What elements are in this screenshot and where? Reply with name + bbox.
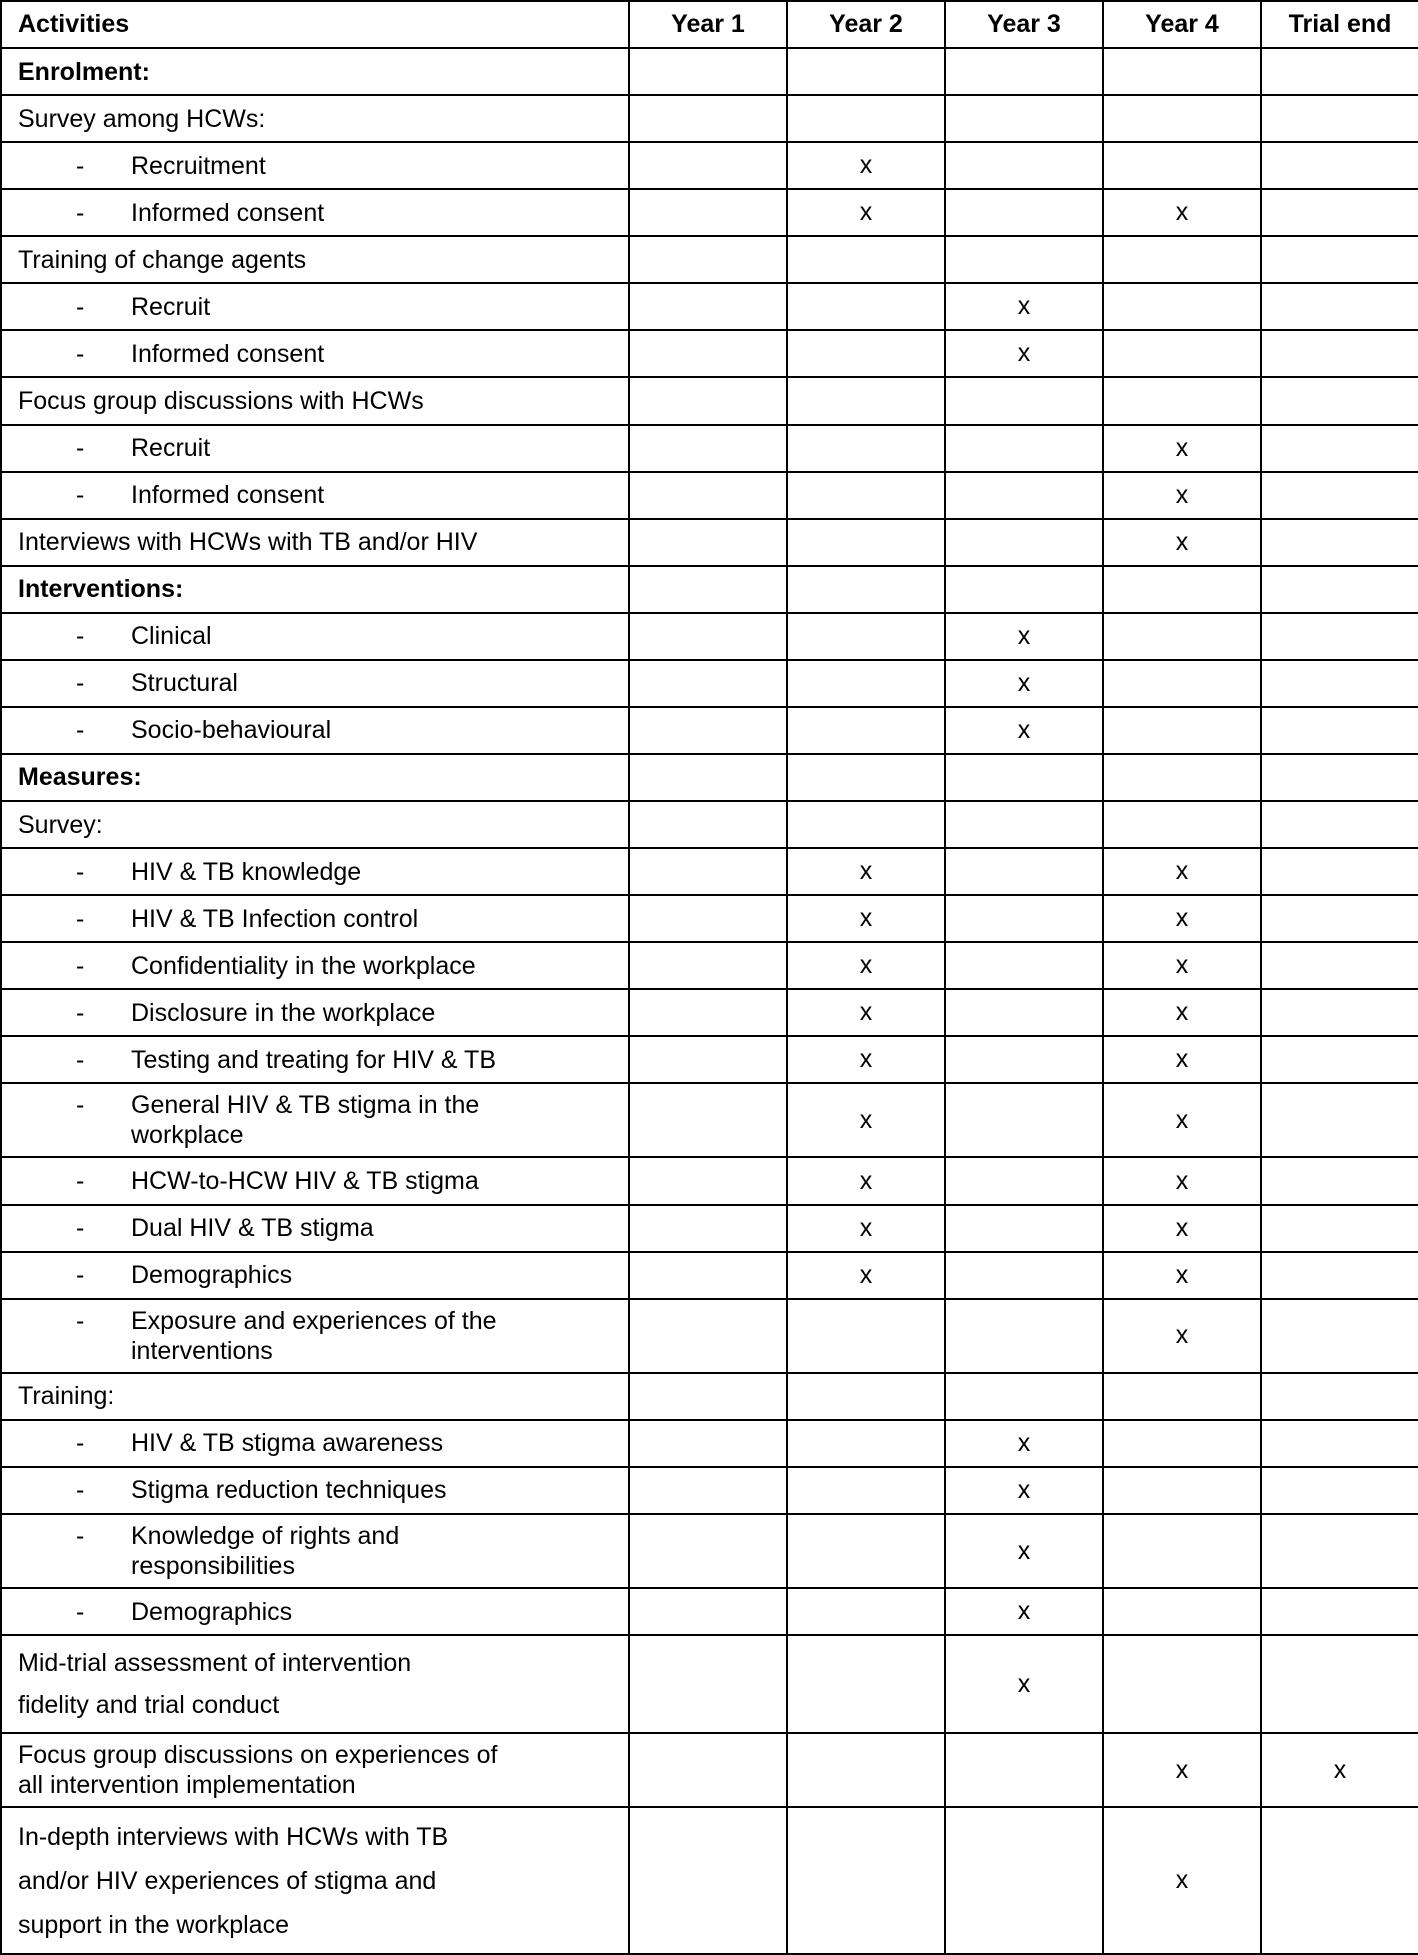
schedule-cell-year-4 xyxy=(1103,142,1261,189)
bullet-dash: - xyxy=(76,1429,85,1458)
schedule-cell-year-3 xyxy=(945,1299,1103,1373)
schedule-cell-year-1 xyxy=(629,1807,787,1954)
schedule-cell-year-2 xyxy=(787,330,945,377)
table-row xyxy=(1,1807,1418,1954)
schedule-cell-year-3: x xyxy=(945,613,1103,660)
activity-label: Recruit xyxy=(131,434,211,463)
schedule-cell-trial-end xyxy=(1261,1588,1418,1635)
bullet-dash: - xyxy=(76,1214,85,1243)
schedule-cell-year-1 xyxy=(629,1588,787,1635)
schedule-cell-trial-end xyxy=(1261,1635,1418,1733)
schedule-cell-trial-end xyxy=(1261,95,1418,142)
activity-cell xyxy=(1,707,629,754)
activity-cell xyxy=(1,895,629,942)
schedule-cell-trial-end xyxy=(1261,1373,1418,1420)
schedule-cell-year-4: x xyxy=(1103,425,1261,472)
schedule-cell-year-4 xyxy=(1103,566,1261,613)
activity-label: Knowledge of rights and responsibilities xyxy=(131,1522,400,1581)
bullet-dash: - xyxy=(76,198,85,227)
table-row xyxy=(1,48,1418,95)
activity-label: Recruitment xyxy=(131,151,266,180)
activity-label: Measures: xyxy=(1,754,629,801)
schedule-cell-trial-end xyxy=(1261,754,1418,801)
activity-label: HCW-to-HCW HIV & TB stigma xyxy=(131,1167,479,1196)
schedule-cell-year-4: x xyxy=(1103,989,1261,1036)
bullet-dash: - xyxy=(76,669,85,698)
schedule-cell-year-3: x xyxy=(945,1635,1103,1733)
schedule-cell-year-1 xyxy=(629,377,787,424)
bullet-dash: - xyxy=(76,622,85,651)
schedule-cell-trial-end xyxy=(1261,801,1418,848)
schedule-cell-year-2 xyxy=(787,425,945,472)
schedule-cell-year-3 xyxy=(945,1807,1103,1954)
activity-label: Confidentiality in the workplace xyxy=(131,951,476,980)
activity-cell xyxy=(1,660,629,707)
bullet-dash: - xyxy=(76,998,85,1027)
schedule-cell-year-2: x xyxy=(787,1157,945,1204)
schedule-cell-year-1 xyxy=(629,660,787,707)
activity-cell xyxy=(1,942,629,989)
activity-label: Enrolment: xyxy=(1,48,629,95)
table-row xyxy=(1,1514,1418,1588)
column-header-year-2: Year 2 xyxy=(787,1,945,48)
schedule-cell-year-3 xyxy=(945,989,1103,1036)
schedule-cell-year-1 xyxy=(629,189,787,236)
bullet-dash: - xyxy=(76,1306,85,1335)
schedule-cell-year-3 xyxy=(945,754,1103,801)
schedule-cell-trial-end xyxy=(1261,472,1418,519)
schedule-cell-year-1 xyxy=(629,801,787,848)
table-row xyxy=(1,95,1418,142)
bullet-dash: - xyxy=(76,1476,85,1505)
schedule-cell-year-1 xyxy=(629,283,787,330)
schedule-cell-year-3 xyxy=(945,48,1103,95)
schedule-cell-year-1 xyxy=(629,1299,787,1373)
schedule-cell-year-3 xyxy=(945,895,1103,942)
activity-cell xyxy=(1,1299,629,1373)
schedule-cell-year-4: x xyxy=(1103,895,1261,942)
activity-cell xyxy=(1,1083,629,1157)
schedule-cell-year-2 xyxy=(787,1420,945,1467)
schedule-cell-trial-end xyxy=(1261,989,1418,1036)
schedule-cell-trial-end xyxy=(1261,613,1418,660)
activity-cell xyxy=(1,1588,629,1635)
bullet-dash: - xyxy=(76,481,85,510)
bullet-dash: - xyxy=(76,716,85,745)
schedule-cell-trial-end xyxy=(1261,1205,1418,1252)
schedule-cell-year-1 xyxy=(629,142,787,189)
activity-cell xyxy=(1,1252,629,1299)
bullet-dash: - xyxy=(76,951,85,980)
schedule-cell-year-1 xyxy=(629,895,787,942)
schedule-cell-trial-end xyxy=(1261,377,1418,424)
schedule-cell-year-1 xyxy=(629,942,787,989)
schedule-cell-year-2: x xyxy=(787,189,945,236)
activity-label: Focus group discussions with HCWs xyxy=(1,377,629,424)
bullet-dash: - xyxy=(76,1261,85,1290)
schedule-cell-year-4 xyxy=(1103,95,1261,142)
schedule-cell-year-3 xyxy=(945,142,1103,189)
column-header-trial-end: Trial end xyxy=(1261,1,1418,48)
activity-label: Stigma reduction techniques xyxy=(131,1476,447,1505)
schedule-cell-year-3 xyxy=(945,1733,1103,1807)
activity-label: Training of change agents xyxy=(1,236,629,283)
activity-label: HIV & TB Infection control xyxy=(131,904,419,933)
schedule-cell-year-1 xyxy=(629,989,787,1036)
schedule-cell-year-3: x xyxy=(945,707,1103,754)
schedule-cell-year-1 xyxy=(629,472,787,519)
schedule-cell-trial-end xyxy=(1261,48,1418,95)
table-row xyxy=(1,1373,1418,1420)
schedule-cell-year-3 xyxy=(945,848,1103,895)
activity-label: Survey among HCWs: xyxy=(1,95,629,142)
schedule-cell-year-4 xyxy=(1103,1467,1261,1514)
schedule-cell-year-1 xyxy=(629,519,787,566)
activity-label: Recruit xyxy=(131,292,211,321)
schedule-cell-trial-end xyxy=(1261,566,1418,613)
schedule-cell-year-1 xyxy=(629,1514,787,1588)
schedule-cell-year-3: x xyxy=(945,1467,1103,1514)
schedule-cell-year-1 xyxy=(629,1467,787,1514)
table-row xyxy=(1,236,1418,283)
schedule-cell-year-1 xyxy=(629,848,787,895)
bullet-dash: - xyxy=(76,1597,85,1626)
schedule-cell-year-2: x xyxy=(787,942,945,989)
activity-cell xyxy=(1,613,629,660)
schedule-cell-trial-end xyxy=(1261,1299,1418,1373)
schedule-cell-year-4: x xyxy=(1103,942,1261,989)
schedule-cell-year-4: x xyxy=(1103,472,1261,519)
schedule-cell-year-3 xyxy=(945,801,1103,848)
schedule-cell-year-1 xyxy=(629,1205,787,1252)
table-row xyxy=(1,283,1418,330)
table-row xyxy=(1,1635,1418,1733)
schedule-cell-year-4: x xyxy=(1103,1252,1261,1299)
schedule-cell-year-1 xyxy=(629,330,787,377)
schedule-cell-trial-end xyxy=(1261,1036,1418,1083)
schedule-cell-year-3 xyxy=(945,425,1103,472)
table-row xyxy=(1,613,1418,660)
schedule-cell-year-2 xyxy=(787,660,945,707)
table-row xyxy=(1,1420,1418,1467)
schedule-cell-year-3: x xyxy=(945,283,1103,330)
schedule-cell-year-3: x xyxy=(945,330,1103,377)
schedule-cell-year-1 xyxy=(629,1733,787,1807)
schedule-cell-year-2 xyxy=(787,95,945,142)
schedule-cell-year-2: x xyxy=(787,1205,945,1252)
schedule-cell-trial-end xyxy=(1261,942,1418,989)
activity-cell xyxy=(1,283,629,330)
header-row xyxy=(1,1,1418,48)
schedule-cell-year-4: x xyxy=(1103,1299,1261,1373)
bullet-dash: - xyxy=(76,1167,85,1196)
schedule-cell-year-4 xyxy=(1103,1635,1261,1733)
schedule-cell-year-3 xyxy=(945,1083,1103,1157)
activity-cell xyxy=(1,1467,629,1514)
column-header-year-3: Year 3 xyxy=(945,1,1103,48)
schedule-cell-year-4 xyxy=(1103,801,1261,848)
activity-cell xyxy=(1,1036,629,1083)
schedule-cell-year-1 xyxy=(629,1420,787,1467)
schedule-cell-trial-end xyxy=(1261,1252,1418,1299)
table-row xyxy=(1,895,1418,942)
schedule-cell-trial-end xyxy=(1261,283,1418,330)
bullet-dash: - xyxy=(76,1045,85,1074)
schedule-cell-year-4: x xyxy=(1103,1807,1261,1954)
table-row xyxy=(1,519,1418,566)
schedule-cell-year-4 xyxy=(1103,1588,1261,1635)
schedule-cell-year-2 xyxy=(787,1588,945,1635)
activity-label: HIV & TB stigma awareness xyxy=(131,1429,444,1458)
activity-label: Demographics xyxy=(131,1597,293,1626)
schedule-cell-year-3: x xyxy=(945,660,1103,707)
bullet-dash: - xyxy=(76,857,85,886)
schedule-cell-year-2 xyxy=(787,48,945,95)
schedule-cell-year-3 xyxy=(945,1036,1103,1083)
schedule-cell-trial-end xyxy=(1261,519,1418,566)
activity-cell xyxy=(1,425,629,472)
schedule-cell-year-2 xyxy=(787,1733,945,1807)
activity-cell xyxy=(1,1157,629,1204)
schedule-cell-year-1 xyxy=(629,707,787,754)
activity-label: Mid-trial assessment of intervention fidelity and trial conduct xyxy=(1,1635,629,1733)
column-header-year-1: Year 1 xyxy=(629,1,787,48)
schedule-cell-year-4 xyxy=(1103,707,1261,754)
schedule-cell-year-2 xyxy=(787,519,945,566)
table-body xyxy=(1,48,1418,1954)
schedule-cell-year-3 xyxy=(945,566,1103,613)
activity-label: Informed consent xyxy=(131,339,325,368)
schedule-cell-year-4 xyxy=(1103,754,1261,801)
activity-label: Socio-behavioural xyxy=(131,716,332,745)
schedule-cell-year-2 xyxy=(787,754,945,801)
schedule-cell-year-2: x xyxy=(787,1036,945,1083)
table-row xyxy=(1,377,1418,424)
schedule-cell-trial-end xyxy=(1261,1514,1418,1588)
bullet-dash: - xyxy=(76,292,85,321)
schedule-cell-year-4: x xyxy=(1103,1205,1261,1252)
schedule-cell-year-4: x xyxy=(1103,848,1261,895)
schedule-cell-trial-end xyxy=(1261,895,1418,942)
schedule-cell-trial-end xyxy=(1261,189,1418,236)
activity-label: Informed consent xyxy=(131,481,325,510)
schedule-cell-year-4 xyxy=(1103,236,1261,283)
schedule-cell-year-2 xyxy=(787,801,945,848)
schedule-cell-year-1 xyxy=(629,1083,787,1157)
activity-cell xyxy=(1,330,629,377)
schedule-cell-year-1 xyxy=(629,236,787,283)
schedule-cell-year-3 xyxy=(945,1205,1103,1252)
schedule-cell-year-3 xyxy=(945,377,1103,424)
schedule-cell-trial-end: x xyxy=(1261,1733,1418,1807)
schedule-cell-year-1 xyxy=(629,1036,787,1083)
schedule-cell-year-1 xyxy=(629,754,787,801)
schedule-cell-year-2 xyxy=(787,472,945,519)
schedule-cell-year-3 xyxy=(945,189,1103,236)
activity-label: Disclosure in the workplace xyxy=(131,998,436,1027)
schedule-cell-trial-end xyxy=(1261,330,1418,377)
table-row xyxy=(1,660,1418,707)
table-row xyxy=(1,1252,1418,1299)
schedule-cell-year-4: x xyxy=(1103,189,1261,236)
schedule-cell-trial-end xyxy=(1261,1467,1418,1514)
activity-label: In-depth interviews with HCWs with TB and/or HIV experiences of stigma and support in the workplace xyxy=(1,1807,629,1954)
activity-label: Interventions: xyxy=(1,566,629,613)
schedule-cell-trial-end xyxy=(1261,142,1418,189)
schedule-cell-year-1 xyxy=(629,613,787,660)
activity-label: Informed consent xyxy=(131,198,325,227)
schedule-cell-year-2 xyxy=(787,1514,945,1588)
table-row xyxy=(1,942,1418,989)
schedule-cell-year-2 xyxy=(787,1299,945,1373)
table-row xyxy=(1,1733,1418,1807)
activity-cell xyxy=(1,189,629,236)
schedule-cell-trial-end xyxy=(1261,1807,1418,1954)
schedule-cell-year-2: x xyxy=(787,848,945,895)
activity-cell xyxy=(1,1205,629,1252)
table-row xyxy=(1,472,1418,519)
schedule-cell-year-2: x xyxy=(787,989,945,1036)
table-row xyxy=(1,425,1418,472)
schedule-cell-year-2: x xyxy=(787,1083,945,1157)
schedule-cell-year-2: x xyxy=(787,142,945,189)
schedule-cell-year-3: x xyxy=(945,1588,1103,1635)
bullet-dash: - xyxy=(76,1091,85,1120)
schedule-cell-year-2: x xyxy=(787,1252,945,1299)
activity-label: Structural xyxy=(131,669,238,698)
schedule-cell-year-1 xyxy=(629,95,787,142)
activity-label: HIV & TB knowledge xyxy=(131,857,362,886)
schedule-cell-year-4 xyxy=(1103,48,1261,95)
activity-label: Interviews with HCWs with TB and/or HIV xyxy=(1,519,629,566)
schedule-cell-year-4: x xyxy=(1103,1036,1261,1083)
schedule-cell-year-3 xyxy=(945,1157,1103,1204)
column-header-activities: Activities xyxy=(1,1,629,48)
schedule-cell-trial-end xyxy=(1261,707,1418,754)
activity-cell xyxy=(1,989,629,1036)
schedule-cell-trial-end xyxy=(1261,1083,1418,1157)
schedule-cell-year-4 xyxy=(1103,1373,1261,1420)
table-row xyxy=(1,989,1418,1036)
schedule-cell-year-2 xyxy=(787,236,945,283)
schedule-cell-year-3 xyxy=(945,1252,1103,1299)
schedule-cell-year-3: x xyxy=(945,1514,1103,1588)
schedule-cell-year-1 xyxy=(629,1635,787,1733)
activity-label: Exposure and experiences of the interventions xyxy=(131,1306,497,1365)
schedule-cell-year-1 xyxy=(629,1373,787,1420)
table-row xyxy=(1,142,1418,189)
activity-label: Testing and treating for HIV & TB xyxy=(131,1045,497,1074)
bullet-dash: - xyxy=(76,151,85,180)
schedule-cell-year-4 xyxy=(1103,613,1261,660)
schedule-cell-year-4: x xyxy=(1103,519,1261,566)
schedule-cell-year-4: x xyxy=(1103,1083,1261,1157)
schedule-cell-year-2 xyxy=(787,1635,945,1733)
schedule-cell-trial-end xyxy=(1261,848,1418,895)
column-header-year-4: Year 4 xyxy=(1103,1,1261,48)
activity-label: Training: xyxy=(1,1373,629,1420)
table-row xyxy=(1,566,1418,613)
activity-cell xyxy=(1,1420,629,1467)
table-row xyxy=(1,1036,1418,1083)
schedule-cell-year-3 xyxy=(945,95,1103,142)
schedule-cell-year-3: x xyxy=(945,1420,1103,1467)
activity-label: Focus group discussions on experiences of all intervention implementation xyxy=(1,1733,629,1807)
table-row xyxy=(1,1157,1418,1204)
activity-cell xyxy=(1,472,629,519)
table-row xyxy=(1,1588,1418,1635)
schedule-cell-year-4 xyxy=(1103,283,1261,330)
schedule-cell-year-1 xyxy=(629,1252,787,1299)
schedule-cell-year-3 xyxy=(945,519,1103,566)
schedule-cell-year-2 xyxy=(787,1467,945,1514)
schedule-cell-year-3 xyxy=(945,236,1103,283)
bullet-dash: - xyxy=(76,339,85,368)
table-row xyxy=(1,848,1418,895)
schedule-cell-year-3 xyxy=(945,942,1103,989)
table-row xyxy=(1,754,1418,801)
schedule-cell-trial-end xyxy=(1261,1420,1418,1467)
table-row xyxy=(1,801,1418,848)
schedule-cell-trial-end xyxy=(1261,236,1418,283)
schedule-cell-year-2 xyxy=(787,1807,945,1954)
table-row xyxy=(1,707,1418,754)
bullet-dash: - xyxy=(76,434,85,463)
schedule-cell-year-4 xyxy=(1103,1420,1261,1467)
bullet-dash: - xyxy=(76,1522,85,1551)
schedule-cell-year-4 xyxy=(1103,330,1261,377)
table-row xyxy=(1,1467,1418,1514)
schedule-cell-year-2 xyxy=(787,283,945,330)
table-row xyxy=(1,1205,1418,1252)
schedule-cell-year-1 xyxy=(629,48,787,95)
schedule-cell-trial-end xyxy=(1261,1157,1418,1204)
schedule-cell-year-2 xyxy=(787,377,945,424)
schedule-cell-year-3 xyxy=(945,1373,1103,1420)
schedule-cell-year-2: x xyxy=(787,895,945,942)
table-row xyxy=(1,330,1418,377)
activity-cell xyxy=(1,142,629,189)
activity-label: Survey: xyxy=(1,801,629,848)
activity-label: Dual HIV & TB stigma xyxy=(131,1214,374,1243)
schedule-cell-year-2 xyxy=(787,613,945,660)
schedule-cell-trial-end xyxy=(1261,425,1418,472)
bullet-dash: - xyxy=(76,904,85,933)
schedule-cell-year-3 xyxy=(945,472,1103,519)
activity-label: Clinical xyxy=(131,622,212,651)
schedule-cell-year-4: x xyxy=(1103,1157,1261,1204)
activity-cell xyxy=(1,1514,629,1588)
table-row xyxy=(1,1299,1418,1373)
activity-label: General HIV & TB stigma in the workplace xyxy=(131,1091,480,1150)
schedule-cell-year-1 xyxy=(629,425,787,472)
schedule-cell-year-2 xyxy=(787,707,945,754)
schedule-cell-year-4 xyxy=(1103,377,1261,424)
schedule-cell-year-4 xyxy=(1103,1514,1261,1588)
schedule-cell-year-2 xyxy=(787,566,945,613)
schedule-cell-trial-end xyxy=(1261,660,1418,707)
table-row xyxy=(1,1083,1418,1157)
schedule-cell-year-1 xyxy=(629,566,787,613)
activity-cell xyxy=(1,848,629,895)
schedule-cell-year-1 xyxy=(629,1157,787,1204)
schedule-cell-year-4 xyxy=(1103,660,1261,707)
activity-label: Demographics xyxy=(131,1261,293,1290)
schedule-cell-year-4: x xyxy=(1103,1733,1261,1807)
table-row xyxy=(1,189,1418,236)
schedule-cell-year-2 xyxy=(787,1373,945,1420)
